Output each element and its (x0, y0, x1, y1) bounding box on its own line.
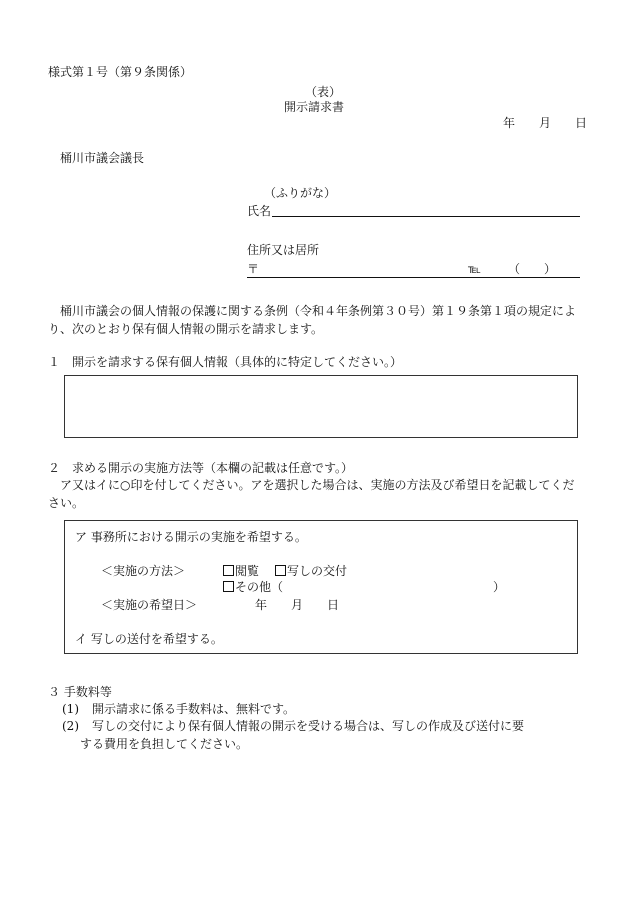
requested-info-box[interactable] (64, 375, 578, 438)
address-label: 住所又は居所 (247, 243, 320, 257)
date-line: 年 月 日 (503, 116, 588, 130)
name-label: 氏名 (247, 204, 272, 218)
tel-parens: （ ） (508, 262, 557, 276)
section2-heading: ２ 求める開示の実施方法等（本欄の記載は任意です。） (48, 461, 354, 475)
method-other-label: その他（ (235, 580, 284, 594)
method-other-option[interactable] (223, 579, 283, 595)
method-copy-option[interactable] (275, 563, 347, 579)
view-checkbox[interactable] (223, 565, 234, 576)
section3-heading: ３ 手数料等 (48, 685, 112, 699)
method-view-label: 閲覧 (235, 564, 260, 578)
other-checkbox[interactable] (223, 581, 234, 592)
method-box (64, 520, 578, 654)
fee-item1-number: (1) (62, 702, 79, 716)
form-number: 様式第１号（第９条関係） (48, 65, 193, 79)
form-title: 開示請求書 (284, 100, 345, 114)
method-view-option[interactable] (223, 563, 259, 579)
address-field-line[interactable] (247, 277, 580, 278)
method-copy-label: 写しの交付 (287, 564, 348, 578)
name-field-line[interactable] (272, 216, 580, 217)
fee-item2-number: (2) (62, 719, 79, 733)
fee-item2-text-line2: する費用を負担してください。 (80, 737, 249, 751)
furigana-label: （ふりがな） (264, 186, 337, 200)
method-label: ＜実施の方法＞ (101, 564, 186, 578)
option-b[interactable]: イ 写しの送付を希望する。 (75, 632, 223, 646)
section1-heading: １ 開示を請求する保有個人情報（具体的に特定してください。） (48, 355, 403, 369)
section2-instruction: ア又はイに○印を付してください。アを選択した場合は、実施の方法及び希望日を記載してください。 (48, 478, 575, 510)
postal-mark: 〒 (247, 262, 260, 276)
addressee: 桶川市議会議長 (60, 151, 145, 165)
fee-item1-text: 開示請求に係る手数料は、無料です。 (92, 702, 296, 716)
tel-label: ℡ (468, 262, 481, 276)
option-a[interactable]: ア 事務所における開示の実施を希望する。 (75, 530, 307, 544)
copy-checkbox[interactable] (275, 565, 286, 576)
intro-text: 桶川市議会の個人情報の保護に関する条例（令和４年条例第３０号）第１９条第１項の規定により、次のとおり保有個人情報の開示を請求します。 (48, 304, 577, 336)
side-label: （表） (305, 85, 342, 99)
method-other-close: ） (493, 580, 506, 594)
date-label: ＜実施の希望日＞ (101, 598, 198, 612)
desired-date[interactable]: 年 月 日 (255, 598, 340, 612)
fee-item2-text-line1: 写しの交付により保有個人情報の開示を受ける場合は、写しの作成及び送付に要 (92, 719, 525, 733)
